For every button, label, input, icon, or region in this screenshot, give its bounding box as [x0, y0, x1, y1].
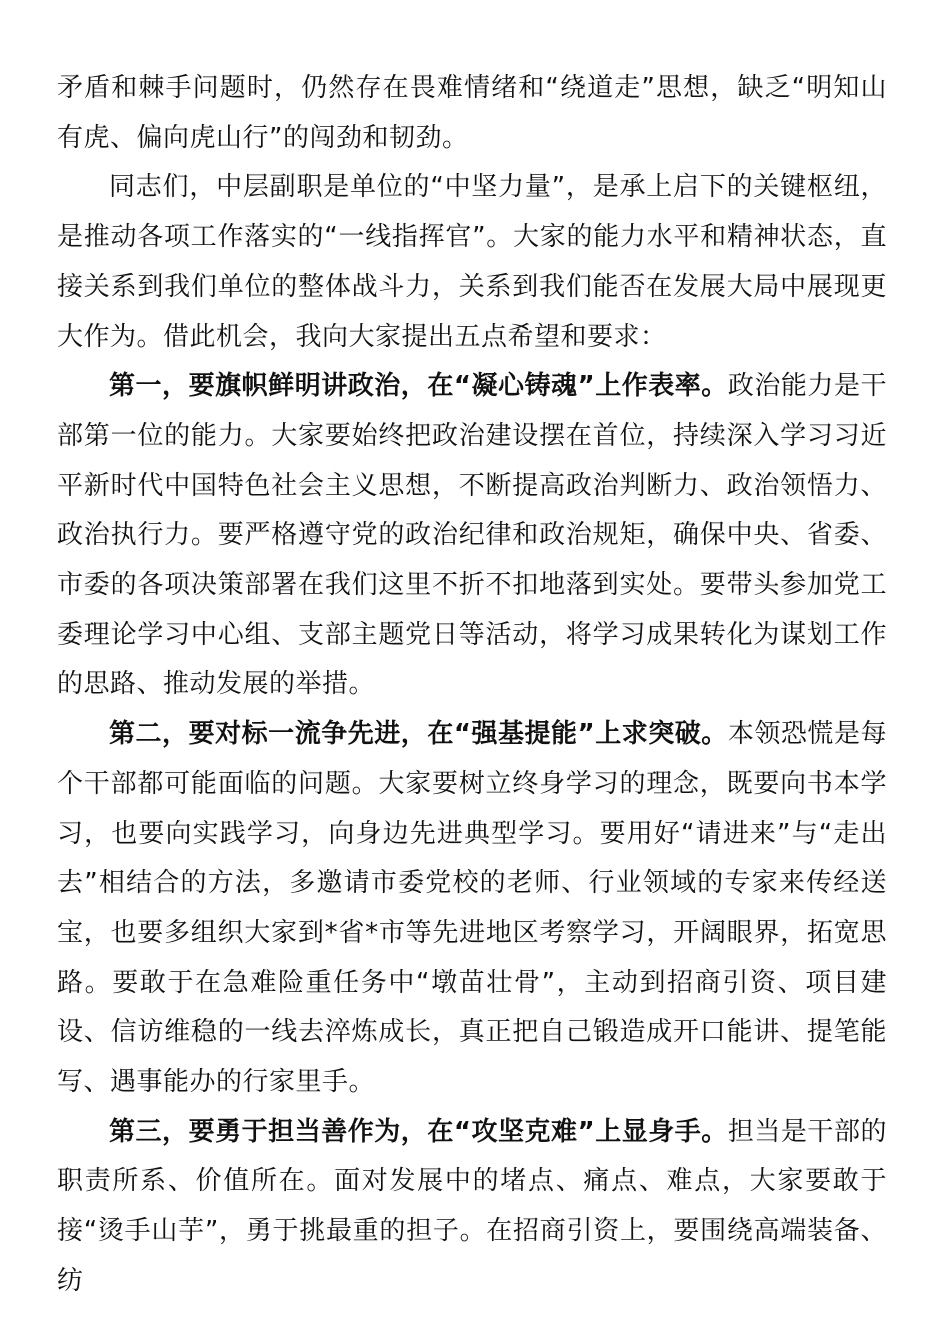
paragraph-point-three [57, 1108, 887, 1307]
paragraph-body: 政治能力是干部第一位的能力。大家要始终把政治建设摆在首位，持续深入学习习近平新时代中国特色社会主义思想，不断提高政治判断力、政治领悟力、政治执行力。要严格遵守党的政治纪律和政治规矩，确保中央、省委、市委的各项决策部署在我们这里不折不扣地落到实处。要带头参加党工委理论学习中心组、支部主题党日等活动，将学习成果转化为谋划工作的思路、推动发展的举措。 [57, 371, 887, 700]
paragraph-body: 同志们，中层副职是单位的“中坚力量”，是承上启下的关键枢纽，是推动各项工作落实的“一线指挥官”。大家的能力水平和精神状态，直接关系到我们单位的整体战斗力，关系到我们能否在发展大局中展现更大作为。借此机会，我向大家提出五点希望和要求： [57, 172, 887, 352]
document-page [57, 64, 887, 1307]
paragraph-intro [57, 163, 887, 362]
paragraph-body: 担当是干部的职责所系、价值所在。面对发展中的堵点、痛点、难点，大家要敢于接“烫手山芋”，勇于挑最重的担子。在招商引资上，要围绕高端装备、纺 [57, 1116, 887, 1296]
paragraph-continuation [57, 64, 887, 163]
paragraph-lead: 第三，要勇于担当善作为，在“攻坚克难”上显身手。 [109, 1116, 728, 1147]
paragraph-point-one [57, 362, 887, 710]
paragraph-point-two [57, 710, 887, 1108]
paragraph-body: 矛盾和棘手问题时，仍然存在畏难情绪和“绕道走”思想，缺乏“明知山有虎、偏向虎山行”的闯劲和韧劲。 [57, 73, 887, 153]
paragraph-lead: 第一，要旗帜鲜明讲政治，在“凝心铸魂”上作表率。 [109, 371, 728, 402]
paragraph-lead: 第二，要对标一流争先进，在“强基提能”上求突破。 [109, 719, 728, 750]
paragraph-body: 本领恐慌是每个干部都可能面临的问题。大家要树立终身学习的理念，既要向书本学习，也要向实践学习，向身边先进典型学习。要用好“请进来”与“走出去”相结合的方法，多邀请市委党校的老师、行业领域的专家来传经送宝，也要多组织大家到*省*市等先进地区考察学习，开阔眼界，拓宽思路。要敢于在急难险重任务中“墩苗壮骨”，主动到招商引资、项目建设、信访维稳的一线去淬炼成长，真正把自己锻造成开口能讲、提笔能写、遇事能办的行家里手。 [57, 719, 887, 1098]
